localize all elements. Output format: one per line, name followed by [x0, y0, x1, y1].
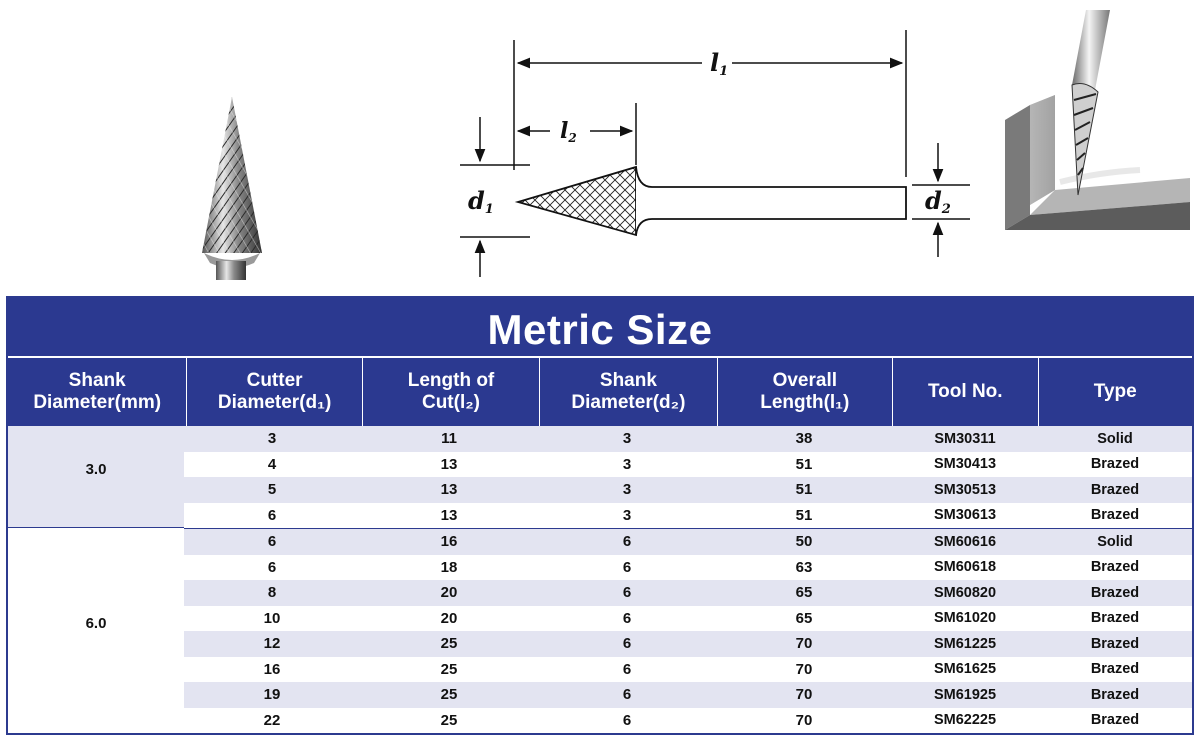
- overall-length-cell: 51: [795, 506, 813, 524]
- cutter-diameter-cell: 5: [267, 481, 277, 499]
- header-text: Shank: [599, 370, 657, 391]
- cutter-diameter-cell: 6: [267, 506, 277, 524]
- shank-group-column: [8, 426, 184, 733]
- shank-diameter-d2-cell: 6: [622, 533, 632, 551]
- shank-group-cell: 6.0: [8, 528, 184, 732]
- overall-length-cell: 65: [795, 584, 813, 602]
- tool-no-cell: SM61925: [933, 686, 997, 703]
- cutter-diameter-cell: 6: [267, 558, 277, 576]
- table-body: [8, 426, 1192, 733]
- tool-no-cell: SM61225: [933, 635, 997, 652]
- header-type: Type: [1093, 381, 1137, 402]
- shank-diameter-d2-cell: 3: [622, 506, 632, 524]
- table-row: [184, 657, 1192, 683]
- table-row: [184, 606, 1192, 632]
- tool-no-cell: SM61625: [933, 661, 997, 678]
- shank-diameter-d2-cell: 3: [622, 455, 632, 473]
- header-text: Diameter(d₁): [217, 392, 332, 413]
- overall-length-cell: 51: [795, 455, 813, 473]
- type-cell: Brazed: [1090, 507, 1140, 524]
- shank-diameter-d2-cell: 6: [622, 711, 632, 729]
- table-row: [184, 529, 1192, 555]
- usage-illustration: [1000, 10, 1190, 235]
- table-row: [184, 708, 1192, 734]
- header-shank-diameter-d2: [540, 358, 717, 426]
- overall-length-cell: 38: [795, 430, 813, 448]
- tool-no-cell: SM60618: [933, 559, 997, 576]
- table-rows: [184, 426, 1192, 733]
- header-text: Overall: [772, 370, 838, 391]
- label-l2: l2: [560, 118, 577, 145]
- type-cell: Brazed: [1090, 610, 1140, 627]
- shank-diameter-d2-cell: 3: [622, 481, 632, 499]
- shank-diameter-d2-cell: 6: [622, 609, 632, 627]
- type-cell: Brazed: [1090, 635, 1140, 652]
- overall-length-cell: 65: [795, 609, 813, 627]
- length-of-cut-cell: 25: [440, 686, 458, 704]
- cutter-diameter-cell: 16: [263, 660, 281, 678]
- type-cell: Brazed: [1090, 584, 1140, 601]
- table-row: [184, 452, 1192, 478]
- dimension-diagram: [440, 25, 980, 285]
- table-row: [184, 580, 1192, 606]
- type-cell: Solid: [1097, 430, 1133, 447]
- cutter-diameter-cell: 10: [263, 609, 281, 627]
- cutter-diameter-cell: 8: [267, 584, 277, 602]
- table-header-row: [8, 358, 1192, 426]
- header-text: Cut(l₂): [421, 392, 481, 413]
- tool-no-cell: SM30613: [933, 507, 997, 524]
- shank-diameter-d2-cell: 6: [622, 660, 632, 678]
- header-tool-no: Tool No.: [893, 358, 1039, 426]
- length-of-cut-cell: 25: [440, 660, 458, 678]
- cutter-diameter-cell: 3: [267, 430, 277, 448]
- header-length-of-cut: [363, 358, 540, 426]
- overall-length-cell: 70: [795, 660, 813, 678]
- tool-no-cell: SM30311: [934, 430, 996, 447]
- overall-length-cell: 51: [795, 481, 813, 499]
- shank-diameter-d2-cell: 3: [622, 430, 632, 448]
- overall-length-cell: 50: [795, 533, 813, 551]
- overall-length-cell: 70: [795, 711, 813, 729]
- tool-no-cell: SM60820: [933, 584, 997, 601]
- overall-length-cell: 63: [795, 558, 813, 576]
- type-cell: Solid: [1097, 533, 1133, 550]
- length-of-cut-cell: 20: [440, 609, 458, 627]
- length-of-cut-cell: 13: [440, 455, 458, 473]
- table-row: [184, 477, 1192, 503]
- type-cell: Brazed: [1090, 661, 1140, 678]
- length-of-cut-cell: 25: [440, 711, 458, 729]
- header-text: Length(l₁): [760, 392, 850, 413]
- length-of-cut-cell: 18: [440, 558, 458, 576]
- length-of-cut-cell: 20: [440, 584, 458, 602]
- header-shank-diameter-mm: [8, 358, 187, 426]
- cutter-diameter-cell: 4: [267, 455, 277, 473]
- table-row: [184, 555, 1192, 581]
- type-cell: Brazed: [1090, 456, 1140, 473]
- tool-no-cell: SM60616: [933, 533, 997, 550]
- label-d2: d2: [925, 186, 951, 217]
- overall-length-cell: 70: [795, 635, 813, 653]
- table-row: [184, 503, 1192, 530]
- type-cell: Brazed: [1090, 559, 1140, 576]
- type-cell: Brazed: [1090, 686, 1140, 703]
- shank-group-cell: 3.0: [8, 426, 184, 528]
- length-of-cut-cell: 13: [440, 506, 458, 524]
- table-title: Metric Size: [8, 298, 1192, 358]
- length-of-cut-cell: 25: [440, 635, 458, 653]
- header-text: Shank: [68, 370, 126, 391]
- table-row: [184, 426, 1192, 452]
- type-cell: Brazed: [1090, 481, 1140, 498]
- tool-no-cell: SM30513: [933, 481, 997, 498]
- table-row: [184, 631, 1192, 657]
- header-text: Diameter(mm): [33, 392, 162, 413]
- length-of-cut-cell: 16: [440, 533, 458, 551]
- header-text: Diameter(d₂): [571, 392, 686, 413]
- cutter-diameter-cell: 22: [263, 711, 281, 729]
- overall-length-cell: 70: [795, 686, 813, 704]
- shank-diameter-d2-cell: 6: [622, 686, 632, 704]
- length-of-cut-cell: 11: [441, 430, 457, 448]
- type-cell: Brazed: [1090, 712, 1140, 729]
- shank-diameter-d2-cell: 6: [622, 558, 632, 576]
- header-overall-length: [718, 358, 893, 426]
- label-l1: l1: [710, 48, 729, 79]
- cutter-diameter-cell: 6: [267, 533, 277, 551]
- length-of-cut-cell: 13: [440, 481, 458, 499]
- header-text: Cutter: [246, 370, 303, 391]
- cutter-diameter-cell: 19: [263, 686, 281, 704]
- cutter-diameter-cell: 12: [263, 635, 281, 653]
- header-text: Length of: [407, 370, 495, 391]
- tool-no-cell: SM30413: [933, 456, 997, 473]
- shank-diameter-d2-cell: 6: [622, 635, 632, 653]
- tool-no-cell: SM62225: [933, 712, 997, 729]
- label-d1: d1: [468, 186, 494, 217]
- burr-photo: [190, 95, 270, 280]
- header-cutter-diameter: [187, 358, 362, 426]
- metric-size-table: [6, 296, 1194, 735]
- table-row: [184, 682, 1192, 708]
- tool-no-cell: SM61020: [933, 610, 997, 627]
- shank-diameter-d2-cell: 6: [622, 584, 632, 602]
